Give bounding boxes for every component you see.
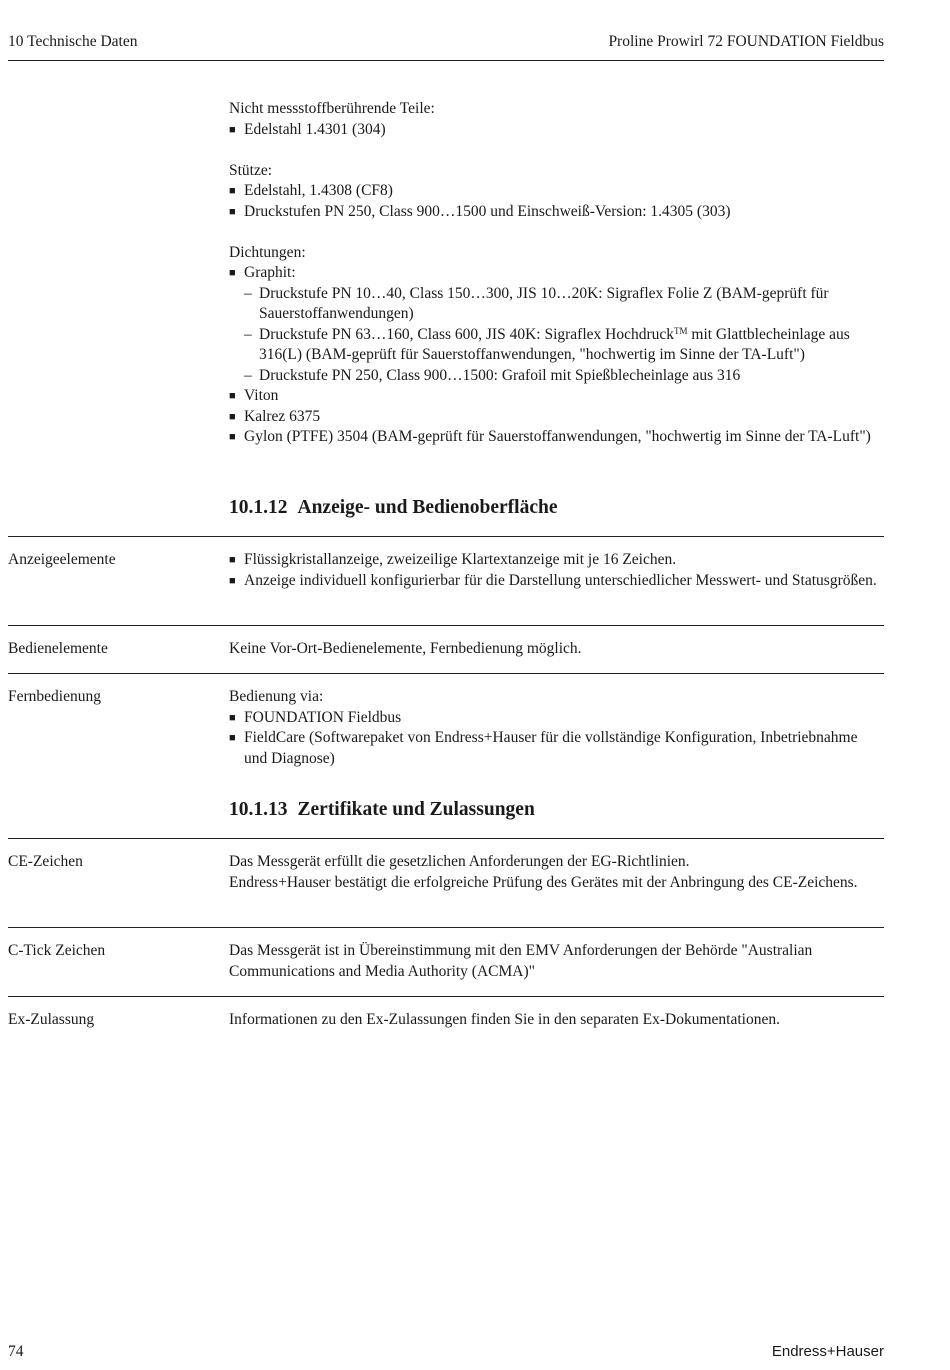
list-item: ■ Kalrez 6375 <box>229 407 884 428</box>
running-header-product: Proline Prowirl 72 FOUNDATION Fieldbus <box>608 33 884 50</box>
graphite-label: Graphit: <box>244 264 296 281</box>
list-item: ■ Edelstahl 1.4301 (304) <box>229 120 884 141</box>
display-elements-list <box>229 550 884 591</box>
remote-intro: Bedienung via: <box>229 688 324 705</box>
row-divider <box>8 673 884 674</box>
list-item: ■ Edelstahl, 1.4308 (CF8) <box>229 181 884 202</box>
hochdruck-text-rest: mit Glattblecheinlage aus 316(L) (BAM-geprüft für Sauerstoffanwendungen, "hochwertig im Sinne der TA-Luft") <box>259 325 850 363</box>
ce-text-line1: Das Messgerät erfüllt die gesetzlichen Anforderungen der EG-Richtlinien. <box>229 853 690 870</box>
row-content-ctick-mark: Das Messgerät ist in Übereinstimmung mit den EMV Anforderungen der Behörde "Australian Communications and Media Authority (ACMA)" <box>229 942 813 980</box>
sub-list-item: – Druckstufe PN 250, Class 900…1500: Grafoil mit Spießblecheinlage aus 316 <box>244 366 884 387</box>
list-item: ■ FOUNDATION Fieldbus <box>229 708 884 729</box>
brand-logo-text: Endress+Hauser <box>771 1343 884 1360</box>
list-item: ■ Flüssigkristallanzeige, zweizeilige Klartextanzeige mit je 16 Zeichen. <box>229 550 884 571</box>
sub-list-item: – Druckstufe PN 10…40, Class 150…300, JIS 10…20K: Sigraflex Folie Z (BAM-geprüft für Sauerstoffanwendungen) <box>244 284 884 325</box>
section-heading-display <box>229 496 884 520</box>
support-title: Stütze: <box>229 161 273 179</box>
row-content-remote-operation <box>229 687 884 769</box>
list-item: ■ FieldCare (Softwarepaket von Endress+Hauser für die vollständige Konfiguration, Inbetriebnahme und Diagnose) <box>229 728 884 769</box>
list-item <box>229 263 884 386</box>
row-label-ctick-mark: C-Tick Zeichen <box>8 942 106 959</box>
hochdruck-text: Druckstufe PN 63…160, Class 600, JIS 40K: Sigraflex Hochdruck <box>259 325 675 343</box>
row-label-operating-elements: Bedienelemente <box>8 640 108 657</box>
row-label-remote-operation: Fernbedienung <box>8 688 101 705</box>
running-header-chapter: 10 Technische Daten <box>8 33 138 50</box>
section-number: 10.1.12 <box>229 497 288 518</box>
list-item: ■ Viton <box>229 386 884 407</box>
row-divider <box>8 625 884 626</box>
row-content-display-elements <box>229 550 884 591</box>
section-heading-certificates <box>229 798 884 822</box>
row-content-ce-mark <box>229 852 884 893</box>
row-label-ce-mark: CE-Zeichen <box>8 853 83 870</box>
section-title: Zertifikate und Zulassungen <box>297 799 535 820</box>
row-divider <box>8 838 884 839</box>
seals-title: Dichtungen: <box>229 243 306 261</box>
row-label-display-elements: Anzeigeelemente <box>8 551 116 568</box>
ce-text-line2: Endress+Hauser bestätigt die erfolgreiche Prüfung des Gerätes mit der Anbringung des CE-Zeichens. <box>229 873 858 891</box>
page-number: 74 <box>8 1343 24 1360</box>
sub-list-item <box>244 325 884 366</box>
non-wetted-list <box>229 120 884 141</box>
section-number: 10.1.13 <box>229 799 288 820</box>
row-divider <box>8 996 884 997</box>
row-divider <box>8 927 884 928</box>
materials-block <box>229 99 884 448</box>
row-content-operating-elements: Keine Vor-Ort-Bedienelemente, Fernbedienung möglich. <box>229 640 582 657</box>
remote-list <box>229 708 884 770</box>
row-content-ex-approval: Informationen zu den Ex-Zulassungen finden Sie in den separaten Ex-Dokumentationen. <box>229 1011 780 1028</box>
list-item: ■ Druckstufen PN 250, Class 900…1500 und Einschweiß-Version: 1.4305 (303) <box>229 202 884 223</box>
trademark-sup: TM <box>674 325 688 336</box>
section-title: Anzeige- und Bedienoberfläche <box>297 497 558 518</box>
non-wetted-title: Nicht messstoffberührende Teile: <box>229 100 435 117</box>
row-divider <box>8 536 884 537</box>
row-label-ex-approval: Ex-Zulassung <box>8 1011 95 1028</box>
seals-list <box>229 263 884 448</box>
list-item: ■ Anzeige individuell konfigurierbar für die Darstellung unterschiedlicher Messwert- und Statusgrößen. <box>229 571 884 592</box>
support-list <box>229 181 884 222</box>
graphite-sublist <box>244 284 884 387</box>
list-item: ■ Gylon (PTFE) 3504 (BAM-geprüft für Sauerstoffanwendungen, "hochwertig im Sinne der TA-Luft") <box>229 427 884 448</box>
header-rule <box>8 60 884 61</box>
